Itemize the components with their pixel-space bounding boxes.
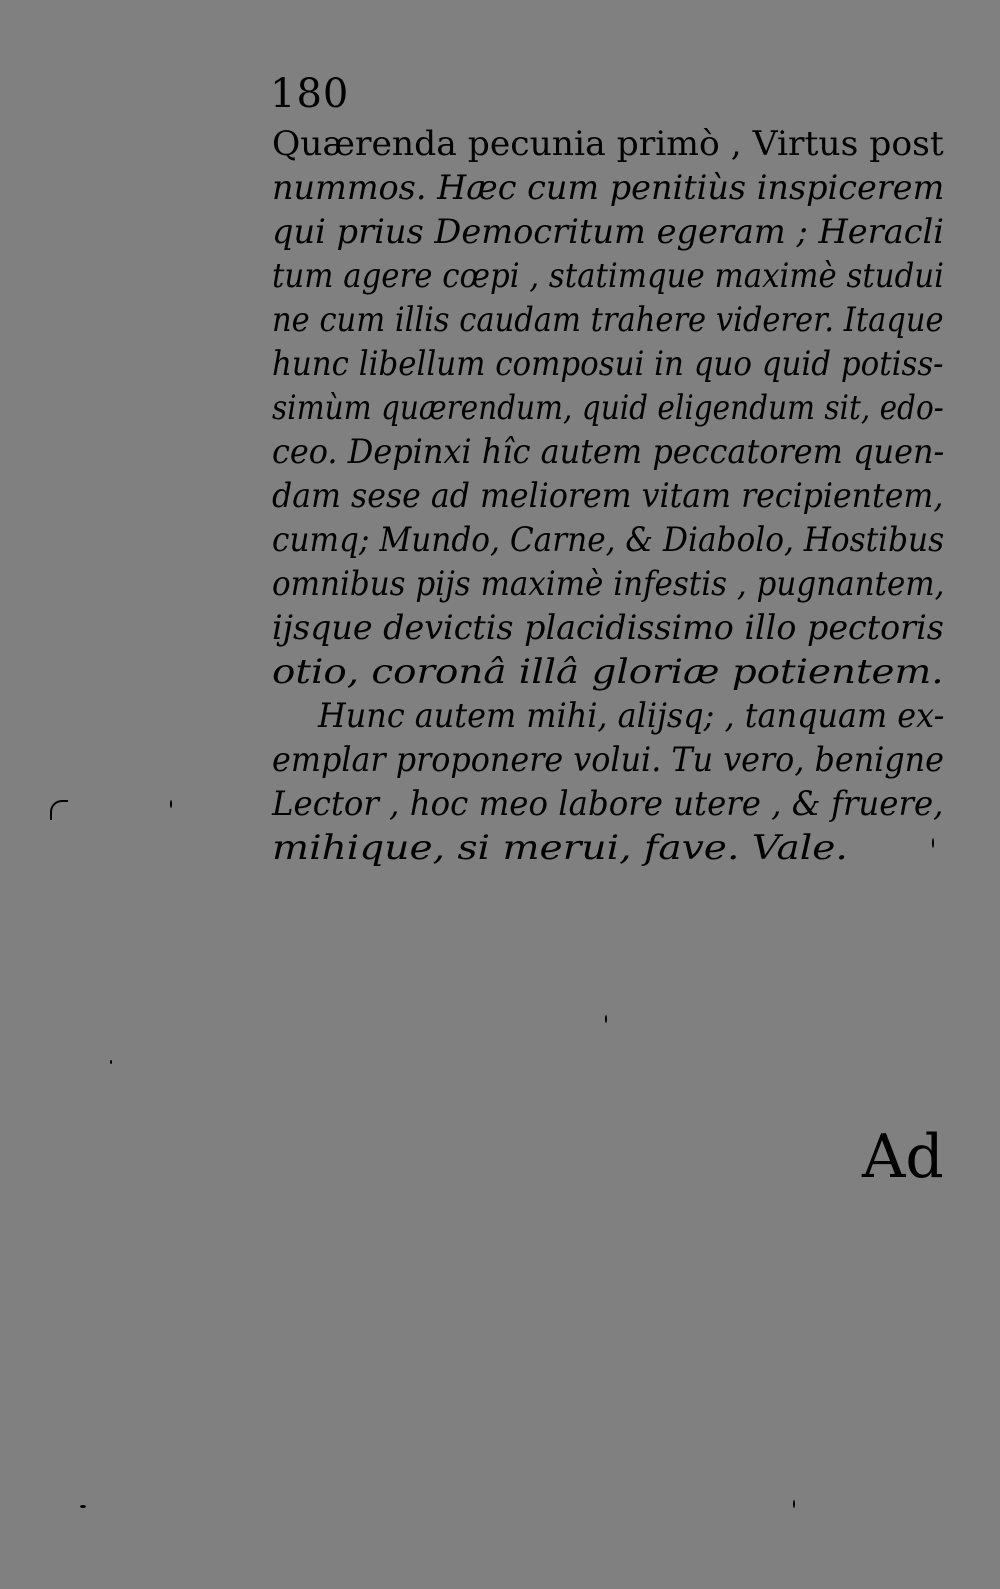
text-line: simùm quærendum, quid eligendum sit, edo- <box>272 388 944 428</box>
text-line: otio, coronâ illâ gloriæ potientem. <box>272 652 944 692</box>
page-number: 180 <box>270 71 350 117</box>
text-line: nummos. Hæc cum penitiùs inspicerem <box>272 168 945 208</box>
scan-speck <box>932 838 934 848</box>
scan-speck <box>170 800 172 808</box>
text-line: ceo. Depinxi hîc autem peccatorem quen- <box>272 432 945 472</box>
text-line: dam sese ad meliorem vitam recipientem, <box>272 476 944 516</box>
text-line: Lector , hoc meo labore utere , & fruere, <box>272 784 944 824</box>
text-line: qui prius Democritum egeram ; Heracli <box>272 212 945 252</box>
text-line: hunc libellum composui in quo quid potiss- <box>272 344 944 384</box>
text-line: mihique, si merui, fave. Vale. <box>272 828 848 868</box>
text-line: tum agere cœpi , statimque maximè studui <box>272 256 944 296</box>
scan-speck <box>793 1500 795 1508</box>
text-line: omnibus pijs maximè infestis , pugnantem, <box>272 564 945 604</box>
scan-mark <box>50 800 68 820</box>
text-line: Hunc autem mihi, alijsq; , tanquam ex- <box>318 696 945 736</box>
catchword: Ad <box>862 1122 944 1192</box>
scan-speck <box>80 1505 86 1508</box>
text-line: ijsque devictis placidissimo illo pectoris <box>272 608 944 648</box>
scan-speck <box>605 1015 607 1023</box>
text-line: Quærenda pecunia primò , Virtus post <box>272 124 944 164</box>
scan-speck <box>110 1060 112 1064</box>
text-line: emplar proponere volui. Tu vero, benigne <box>272 740 944 780</box>
text-line: ne cum illis caudam trahere viderer. Itaque <box>272 300 944 340</box>
text-line: cumq; Mundo, Carne, & Diabolo, Hostibus <box>272 520 945 560</box>
